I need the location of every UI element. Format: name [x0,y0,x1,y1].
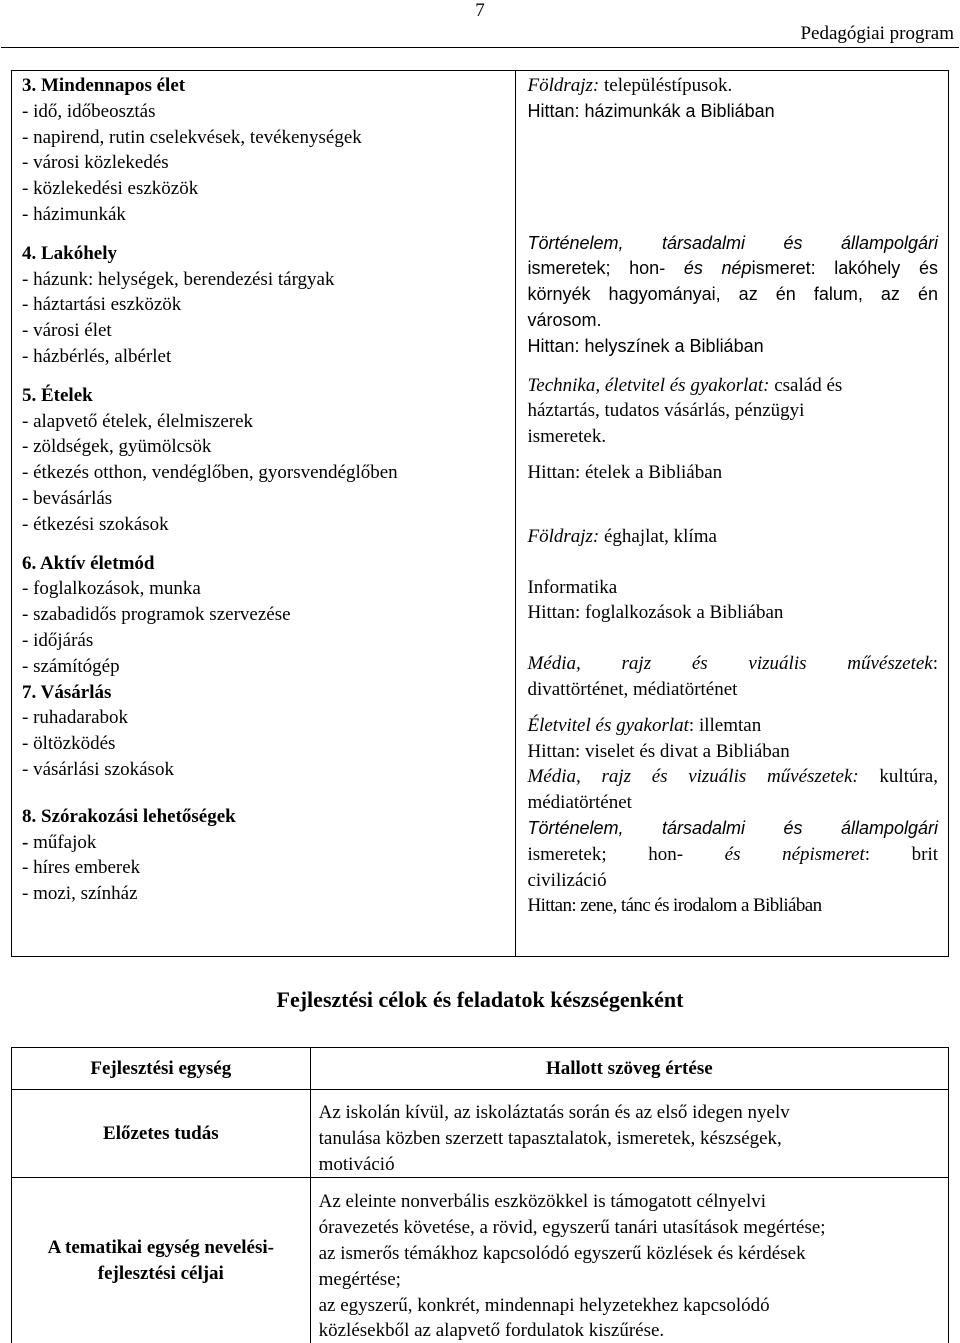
subject-label: Történelem, társadalmi és állampolgári [527,817,938,838]
topic-item: - számítógép [22,655,120,677]
prior-knowledge-label: Előzetes tudás [12,1090,311,1178]
topic-block-4 [22,241,505,370]
topic-item: - alapvető ételek, élelmiszerek [22,410,254,432]
topic-item: - étkezés otthon, vendéglőben, gyorsvendéglőben [22,462,398,484]
connections-column [516,71,949,957]
goals-text: Az eleinte nonverbális eszközökkel is támogatott célnyelvi óravezetés követése, a rövid, egyszerű tanári utasítások megértése; az ismerős témákhoz kapcsolódó egyszerű közlések és kérdések megértése; az egyszerű, konkrét, mindennapi helyzetekhez kapcsolódó közlésekből az alapvető fordulatok kiszűrése. [310,1178,948,1343]
topic-item: - házunk: helységek, berendezési tárgyak [22,268,335,290]
topic-block-7 [22,680,505,783]
topic-heading: 7. Vásárlás [22,681,112,703]
topic-item: - idő, időbeosztás [22,100,156,122]
topics-column [12,71,516,957]
topic-heading: 8. Szórakozási lehetőségek [22,805,236,827]
connection-block: Média, rajz és vizuális művészetek: kultúra, médiatörténet Történelem, társadalmi és állampolgári ismeretek; hon- és népismeret: brit civilizáció Hittan: zene, tánc és irodalom a Bibliában [527,764,938,919]
connection-block: Földrajz: településtípusok. Hittan: házimunkák a Bibliában [527,73,938,125]
subject-label: Média, rajz és vizuális művészetek: [527,766,859,788]
topic-item: - napirend, rutin cselekvések, tevékenységek [22,126,362,148]
page-number: 7 [475,0,485,21]
topic-item: - étkezési szokások [22,513,169,535]
topic-item: - városi élet [22,320,112,342]
topic-item: - zöldségek, gyümölcsök [22,436,212,458]
hittan-note: Hittan: viselet és divat a Bibliában [527,740,790,762]
topic-heading: 6. Aktív életmód [22,552,155,574]
topic-item: - foglalkozások, munka [22,578,201,600]
goals-label: A tematikai egység nevelési- fejlesztési céljai [12,1178,311,1343]
hittan-note: Hittan: ételek a Bibliában [527,461,723,483]
topic-item: - mozi, színház [22,883,138,905]
topic-block-8 [22,804,505,907]
subject-label: Életvitel és gyakorlat [527,714,689,736]
hittan-note: Hittan: foglalkozások a Bibliában [527,602,784,624]
topic-block-3 [22,73,505,228]
topic-item: - műfajok [22,831,97,853]
topic-item: - ruhadarabok [22,707,129,729]
topic-item: - házimunkák [22,203,126,225]
topic-item: - vásárlási szokások [22,758,174,780]
dev-unit-label: Fejlesztési egység [12,1048,311,1090]
dev-unit-value: Hallott szöveg értése [310,1048,948,1090]
connection-block: Média, rajz és vizuális művészetek: divattörténet, médiatörténet Életvitel és gyakorlat: illemtan Hittan: viselet és divat a Bibliában [527,651,938,764]
topic-item: - közlekedési eszközök [22,178,199,200]
development-table [11,1047,949,1343]
header-divider [1,47,959,48]
topic-heading: 4. Lakóhely [22,242,118,264]
topic-item: - öltözködés [22,733,116,755]
connection-block: Történelem, társadalmi és állampolgári ismeretek; hon- és népismeret: lakóhely és környék hagyományai, az én falum, az én városom. Hittan: helyszínek a Bibliában [527,231,938,360]
topic-heading: 5. Ételek [22,384,93,406]
subject-label: Földrajz: [527,75,600,96]
subject-label: Média, rajz és vizuális művészetek [527,653,933,675]
document-title: Pedagógiai program [800,23,954,44]
topic-item: - szabadidős programok szervezése [22,604,291,626]
topic-heading: 3. Mindennapos élet [22,75,186,96]
topic-block-6 [22,551,505,680]
connection-block: Technika, életvitel és gyakorlat: család és háztartás, tudatos vásárlás, pénzügyi ismeretek. Hittan: ételek a Bibliában [527,373,938,486]
topic-item: - bevásárlás [22,487,113,509]
subject-label: Földrajz: [527,525,600,547]
topic-item: - házbérlés, albérlet [22,345,172,367]
section-heading: Fejlesztési célok és feladatok készségenként [276,987,684,1012]
topic-item: - városi közlekedés [22,152,169,174]
subject-label: Technika, életvitel és gyakorlat: [527,374,770,396]
topic-item: - háztartási eszközök [22,294,182,316]
prior-knowledge-text: Az iskolán kívül, az iskoláztatás során és az első idegen nyelv tanulása közben szerzett tapasztalatok, ismeretek, készségek, motiváció [310,1090,948,1178]
hittan-note: Hittan: házimunkák a Bibliában [527,100,775,121]
hittan-note: Hittan: helyszínek a Bibliában [527,335,764,356]
topic-item: - időjárás [22,629,94,651]
topics-table [11,70,949,957]
topic-block-5 [22,383,505,538]
hittan-note: Hittan: zene, tánc és irodalom a Bibliában [527,895,822,917]
topic-item: - híres emberek [22,857,141,879]
subject-label: Történelem, társadalmi és állampolgári [527,232,938,253]
connection-block: Informatika Hittan: foglalkozások a Bibliában [527,575,938,627]
connection-block: Földrajz: éghajlat, klíma [527,525,717,547]
